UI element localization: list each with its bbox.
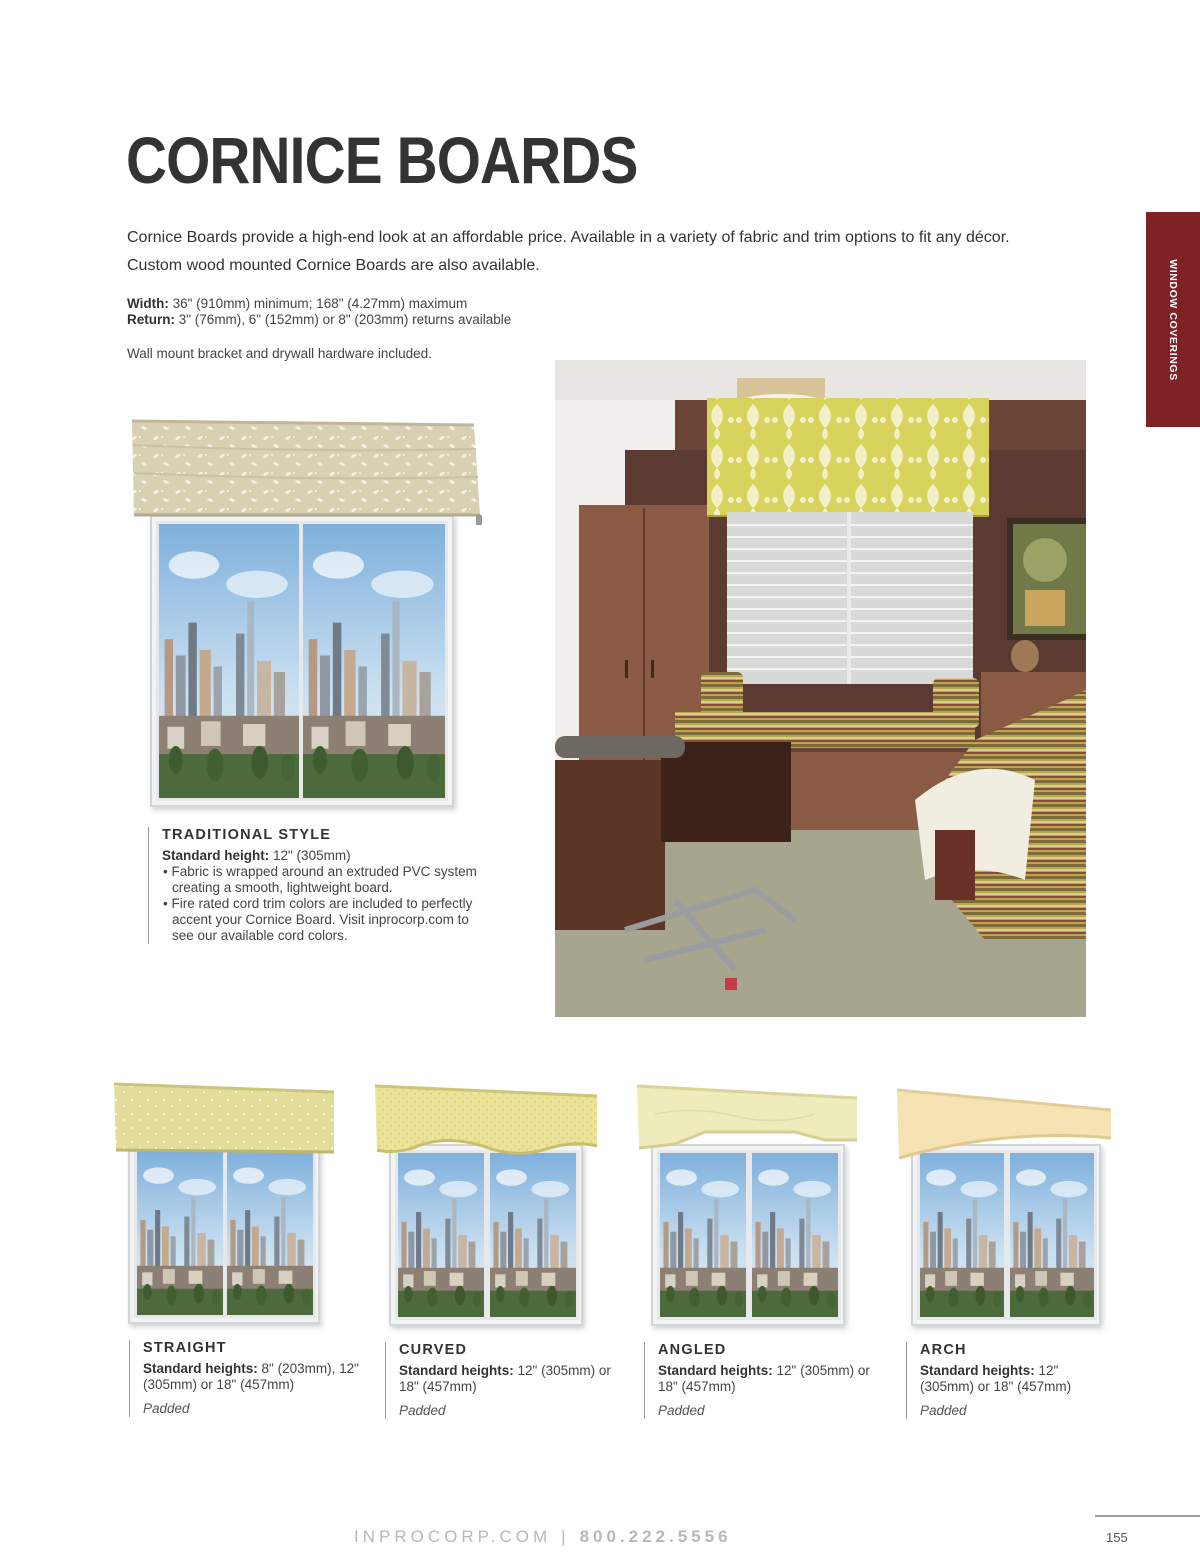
angled-cornice-board <box>635 1084 861 1164</box>
spec-lines <box>127 296 511 328</box>
std-label: Standard heights: <box>399 1363 514 1378</box>
style-standard-heights <box>658 1363 874 1395</box>
window-frame <box>389 1144 583 1326</box>
window-pane-left <box>156 521 302 801</box>
page-title: CORNICE BOARDS <box>126 123 638 197</box>
std-value: 12" (305mm) or 18" (457mm) <box>399 1363 611 1394</box>
std-label: Standard heights: <box>920 1363 1035 1378</box>
style-caption-curved <box>385 1342 615 1419</box>
intro-text <box>127 224 1087 280</box>
traditional-bullet-2: • Fire rated cord trim colors are included to perfectly accent your Cornice Board. Visit inprocorp.com to see our available cord colors. <box>162 896 488 944</box>
window-pane-right <box>487 1150 579 1320</box>
intro-line-2: Custom wood mounted Cornice Boards are also available. <box>127 257 540 274</box>
window-frame <box>150 515 454 807</box>
intro-line-1: Cornice Boards provide a high-end look at an affordable price. Available in a variety of fabric and trim options to fit any décor. <box>127 229 1010 246</box>
style-standard-heights <box>143 1361 359 1393</box>
style-title: ANGLED <box>658 1342 727 1358</box>
std-value: 12" (305mm) or 18" (457mm) <box>920 1363 1072 1394</box>
traditional-bullet-1: • Fabric is wrapped around an extruded PVC system creating a smooth, lightweight board. <box>162 864 488 896</box>
style-title: CURVED <box>399 1342 468 1358</box>
style-title: STRAIGHT <box>143 1340 227 1356</box>
width-label: Width: <box>127 296 169 311</box>
style-caption-angled <box>644 1342 874 1419</box>
curved-window-illustration <box>373 1084 601 1329</box>
window-pane-right <box>300 521 448 801</box>
footer-website-link[interactable]: INPROCORP.COM <box>354 1527 552 1546</box>
hardware-note: Wall mount bracket and drywall hardware included. <box>127 346 432 361</box>
style-note: Padded <box>920 1403 967 1418</box>
return-value: 3" (76mm), 6" (152mm) or 8" (203mm) returns available <box>175 312 512 327</box>
footer-phone[interactable]: 800.222.5556 <box>579 1527 732 1546</box>
traditional-window-illustration <box>128 415 482 810</box>
window-pane-left <box>917 1150 1007 1320</box>
arch-cornice-board <box>895 1088 1115 1168</box>
window-pane-right <box>224 1148 316 1318</box>
window-pane-right <box>1007 1150 1097 1320</box>
std-label: Standard heights: <box>143 1361 258 1376</box>
std-value: 8" (203mm), 12" (305mm) or 18" (457mm) <box>143 1361 359 1392</box>
std-label: Standard heights: <box>658 1363 773 1378</box>
style-note: Padded <box>658 1403 705 1418</box>
curved-cornice-board <box>373 1084 601 1164</box>
footer <box>354 1527 732 1547</box>
footer-separator: | <box>561 1527 570 1546</box>
width-value: 36" (910mm) minimum; 168" (4.27mm) maximum <box>168 296 468 311</box>
style-standard-heights <box>399 1363 615 1395</box>
traditional-standard-height <box>162 848 488 864</box>
traditional-bullets <box>162 864 488 944</box>
traditional-caption <box>148 827 488 944</box>
section-tab-label: WINDOW COVERINGS <box>1167 258 1179 381</box>
traditional-cornice-board <box>128 415 482 525</box>
angled-window-illustration <box>635 1084 861 1329</box>
straight-cornice-board <box>112 1082 337 1162</box>
window-frame <box>911 1144 1101 1326</box>
window-pane-left <box>657 1150 749 1320</box>
style-caption-arch <box>906 1342 1096 1419</box>
window-pane-left <box>134 1148 226 1318</box>
window-frame <box>651 1144 845 1326</box>
window-pane-left <box>395 1150 487 1320</box>
width-spec <box>127 296 511 312</box>
arch-window-illustration <box>895 1088 1115 1333</box>
window-frame <box>128 1142 320 1324</box>
traditional-title: TRADITIONAL STYLE <box>162 827 332 843</box>
traditional-std-value: 12" (305mm) <box>269 848 351 863</box>
page-number: 155 <box>1106 1530 1128 1545</box>
window-pane-right <box>749 1150 841 1320</box>
return-spec <box>127 312 511 328</box>
style-title: ARCH <box>920 1342 967 1358</box>
style-note: Padded <box>399 1403 446 1418</box>
straight-window-illustration <box>112 1082 337 1327</box>
style-caption-straight <box>129 1340 359 1417</box>
footer-rule <box>1095 1515 1200 1517</box>
style-standard-heights <box>920 1363 1096 1395</box>
section-tab <box>1146 212 1200 427</box>
return-label: Return: <box>127 312 175 327</box>
patient-room-photo <box>555 360 1086 1017</box>
std-value: 12" (305mm) or 18" (457mm) <box>658 1363 870 1394</box>
style-note: Padded <box>143 1401 190 1416</box>
traditional-std-label: Standard height: <box>162 848 270 863</box>
